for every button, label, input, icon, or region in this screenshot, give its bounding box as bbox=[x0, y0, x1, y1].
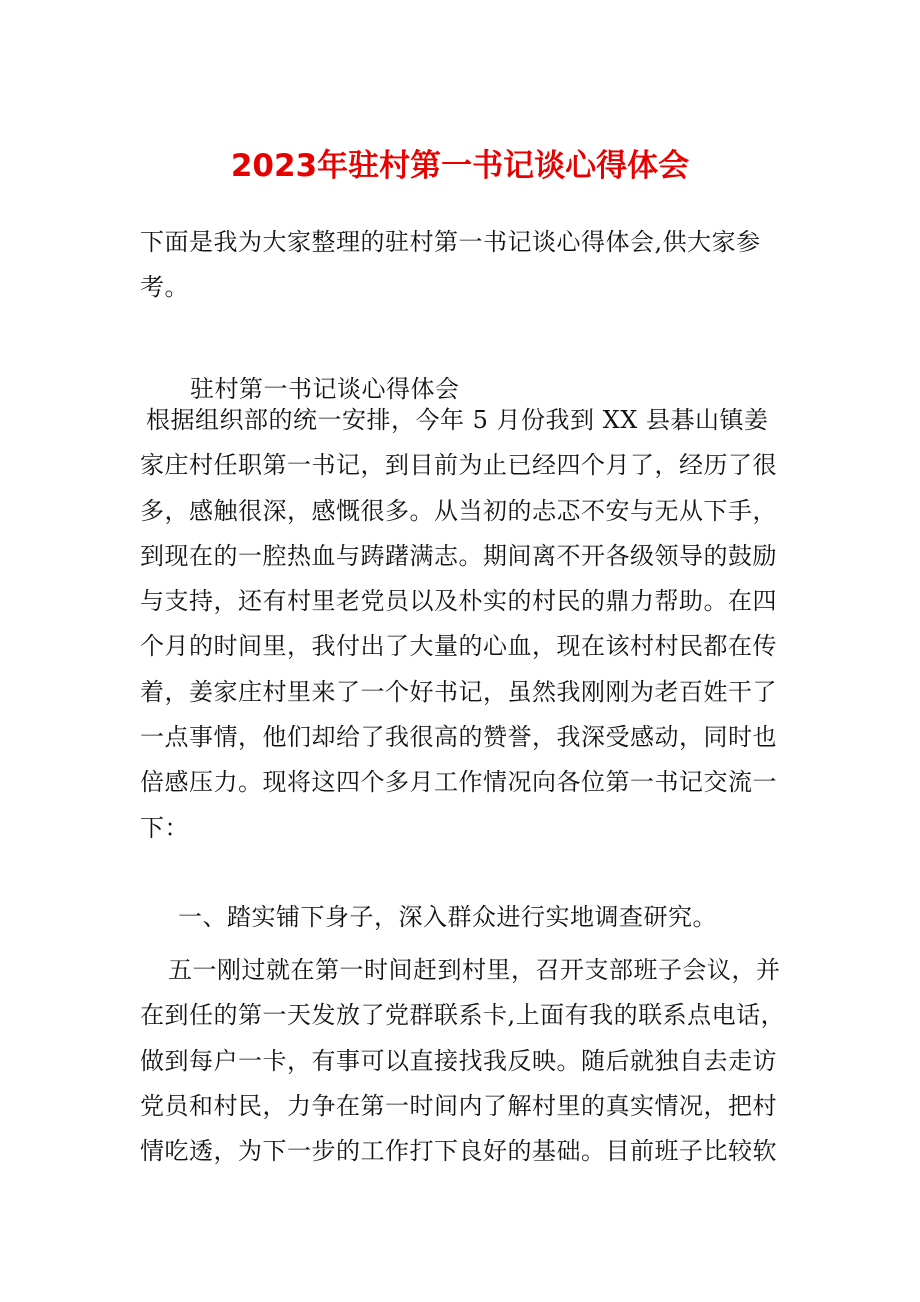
section-1-heading: 一、踏实铺下身子，深入群众进行实地调查研究。 bbox=[178, 903, 717, 931]
paragraph-line: 倍感压力。现将这四个多月工作情况向各位第一书记交流一 bbox=[140, 768, 777, 797]
paragraph-1 bbox=[140, 398, 800, 851]
paragraph-line: 着，姜家庄村里来了一个好书记，虽然我刚刚为老百姓干了 bbox=[140, 677, 777, 706]
intro-line: 下面是我为大家整理的驻村第一书记谈心得体会,供大家参 bbox=[140, 228, 761, 256]
intro-line: 考。 bbox=[140, 273, 189, 302]
paragraph-line: 家庄村任职第一书记，到目前为止已经四个月了，经历了很 bbox=[140, 451, 777, 480]
intro-paragraph bbox=[140, 220, 800, 311]
paragraph-line: 个月的时间里，我付出了大量的心血，现在该村村民都在传 bbox=[140, 632, 777, 661]
paragraph-line: 与支持，还有村里老党员以及朴实的村民的鼎力帮助。在四 bbox=[140, 587, 777, 616]
paragraph-line: 做到每户一卡，有事可以直接找我反映。随后就独自去走访 bbox=[140, 1046, 777, 1075]
paragraph-line: 一点事情，他们却给了我很高的赞誉，我深受感动，同时也 bbox=[140, 723, 777, 752]
paragraph-line: 到现在的一腔热血与踌躇满志。期间离不开各级领导的鼓励 bbox=[140, 541, 777, 570]
paragraph-2 bbox=[140, 948, 800, 1174]
document-title: 2023年驻村第一书记谈心得体会 bbox=[230, 148, 690, 184]
paragraph-line: 在到任的第一天发放了党群联系卡,上面有我的联系点电话， bbox=[140, 1001, 786, 1030]
sub-heading: 驻村第一书记谈心得体会 bbox=[190, 375, 460, 403]
paragraph-line: 党员和村民，力争在第一时间内了解村里的真实情况，把村 bbox=[140, 1091, 777, 1120]
paragraph-line: 根据组织部的统一安排，今年 5 月份我到 XX 县碁山镇姜 bbox=[146, 406, 769, 434]
paragraph-line: 下： bbox=[140, 813, 189, 842]
paragraph-line: 多，感触很深，感慨很多。从当初的忐忑不安与无从下手， bbox=[140, 496, 777, 525]
paragraph-line: 情吃透，为下一步的工作打下良好的基础。目前班子比较软 bbox=[140, 1137, 777, 1166]
paragraph-line: 五一刚过就在第一时间赶到村里，召开支部班子会议，并 bbox=[168, 956, 781, 984]
